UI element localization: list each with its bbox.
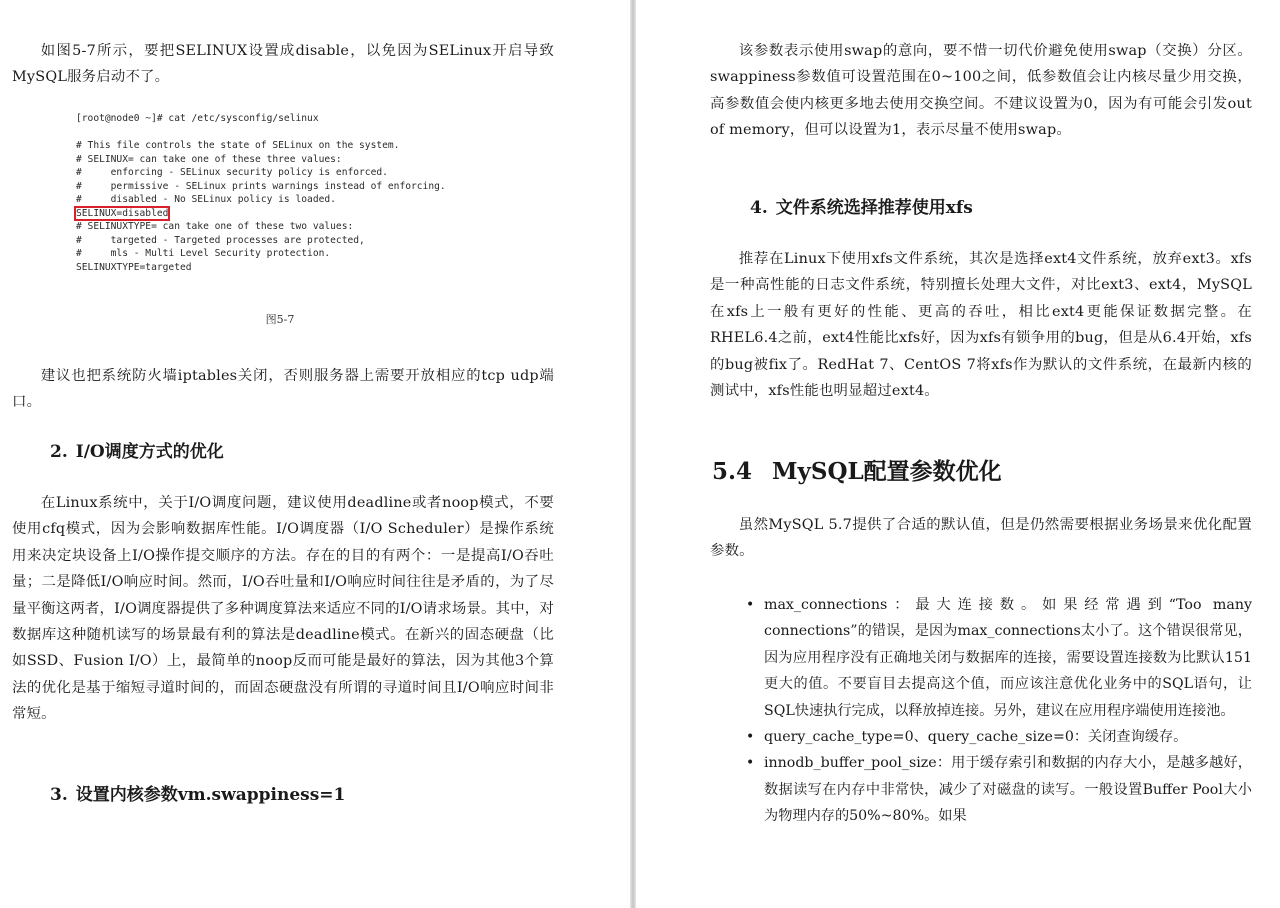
intro-paragraph: 如图5-7所示，要把SELINUX设置成disable，以免因为SELinux开启导致MySQL服务启动不了。: [12, 43, 554, 86]
bullet-icon: •: [746, 729, 755, 746]
code-blank-line: [76, 126, 556, 140]
code-line: # SELINUX= can take one of these three values:: [76, 153, 342, 165]
code-line: # mls - Multi Level Security protection.: [76, 248, 331, 259]
heading-number: 2.: [50, 442, 68, 462]
code-line: # This file controls the state of SELinux on the system.: [76, 140, 400, 151]
section-title-mysql-config: [712, 456, 1002, 488]
code-line: # targeted - Targeted processes are protected,: [76, 234, 365, 246]
firewall-paragraph: 建议也把系统防火墙iptables关闭，否则服务器上需要开放相应的tcp udp端口。: [12, 368, 554, 411]
section-text: MySQL配置参数优化: [772, 458, 1002, 485]
left-page: [0, 0, 630, 908]
list-item-text: query_cache_type=0、query_cache_size=0：关闭查询缓存。: [764, 729, 1188, 746]
heading-xfs: [750, 196, 973, 220]
selinux-disabled-highlight: SELINUX=disabled: [76, 207, 169, 219]
heading-number: 3.: [50, 785, 68, 805]
heading-text: 文件系统选择推荐使用xfs: [775, 198, 973, 218]
code-line: # SELINUXTYPE= can take one of these two values:: [76, 221, 354, 232]
list-item-text: innodb_buffer_pool_size：用于缓存索引和数据的内存大小，是越多越好，数据读写在内存中非常快，减少了对磁盘的读写。一般设置Buffer Pool大小为物理内存的50%~80%。如果: [764, 755, 1252, 825]
code-prompt-line: [root@node0 ~]# cat /etc/sysconfig/selinux: [76, 113, 319, 124]
bullet-icon: •: [746, 597, 755, 613]
selinux-config-code: [76, 112, 556, 274]
list-item: [740, 724, 1252, 750]
section-number: 5.4: [712, 458, 753, 485]
heading-text: I/O调度方式的优化: [75, 442, 224, 462]
config-param-list: [740, 592, 1252, 830]
heading-swappiness: [50, 783, 345, 807]
section-intro-paragraph: 虽然MySQL 5.7提供了合适的默认值，但是仍然需要根据业务场景来优化配置参数。: [710, 517, 1252, 560]
code-line: # permissive - SELinux prints warnings instead of enforcing.: [76, 180, 446, 192]
io-scheduler-paragraph: 在Linux系统中，关于I/O调度问题，建议使用deadline或者noop模式，不要使用cfq模式，因为会影响数据库性能。I/O调度器（I/O Scheduler）是操作系统用来决定块设备上I/O操作提交顺序的方法。存在的目的有两个：一是提高I/O吞吐量；二是降低I/O响应时间。然而，I/O吞吐量和I/O响应时间往往是矛盾的，为了尽量平衡这两者，I/O调度器提供了多种调度算法来适应不同的I/O请求场景。其中，对数据库这种随机读写的场景最有利的算法是deadline模式。在新兴的固态硬盘（比如SSD、Fusion I/O）上，最简单的noop反而可能是最好的算法，因为其他3个算法的优化是基于缩短寻道时间的，而固态硬盘没有所谓的寻道时间且I/O响应时间非常短。: [12, 495, 554, 723]
list-item: [740, 750, 1252, 829]
heading-io-scheduler: [50, 440, 224, 464]
bullet-icon: •: [746, 755, 755, 772]
code-line: # disabled - No SELinux policy is loaded.: [76, 194, 336, 205]
list-item: [740, 592, 1252, 724]
xfs-paragraph: 推荐在Linux下使用xfs文件系统，其次是选择ext4文件系统，放弃ext3。xfs是一种高性能的日志文件系统，特别擅长处理大文件，对比ext3、ext4，MySQL在xfs上一般有更好的性能、更高的吞吐，相比ext4更能保证数据完整。在RHEL6.4之前，ext4性能比xfs好，因为xfs有锁争用的bug，但是从6.4开始，xfs的bug被fix了。RedHat 7、CentOS 7将xfs作为默认的文件系统，在最新内核的测试中，xfs性能也明显超过ext4。: [710, 251, 1252, 400]
heading-number: 4.: [750, 198, 768, 218]
swappiness-paragraph: 该参数表示使用swap的意向，要不惜一切代价避免使用swap（交换）分区。swappiness参数值可设置范围在0~100之间，低参数值会让内核尽量少用交换，高参数值会使内核更多地去使用交换空间。不建议设置为0，因为有可能会引发out of memory，但可以设置为1，表示尽量不使用swap。: [710, 43, 1252, 139]
list-item-text: max_connections：最大连接数。如果经常遇到“Too many connections”的错误，是因为max_connections太小了。这个错误很常见，因为应用程序没有正确地关闭与数据库的连接，需要设置连接数为比默认151更大的值。不要盲目去提高这个值，而应该注意优化业务中的SQL语句，让SQL快速执行完成，以释放掉连接。另外，建议在应用程序端使用连接池。: [764, 597, 1252, 719]
code-line: SELINUXTYPE=targeted: [76, 261, 192, 273]
heading-text: 设置内核参数vm.swappiness=1: [75, 785, 346, 805]
figure-caption: 图5-7: [265, 313, 295, 326]
code-line: # enforcing - SELinux security policy is enforced.: [76, 167, 388, 178]
